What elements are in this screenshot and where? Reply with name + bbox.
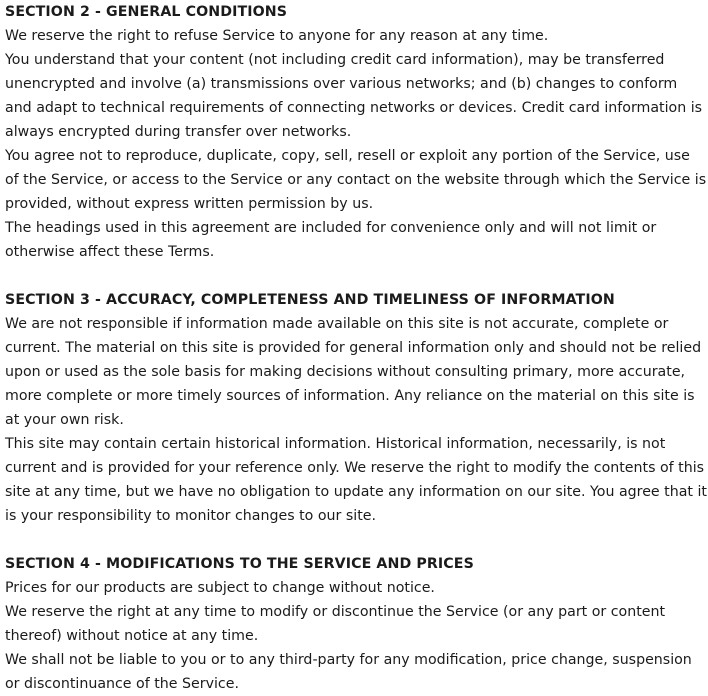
paragraph: You agree not to reproduce, duplicate, copy, sell, resell or exploit any portion of the Service, use of the Service, or access to the Service or any contact on the website through which the Service is provided, without express written permission by us. <box>5 148 707 212</box>
section-spacer <box>5 264 707 288</box>
terms-document <box>5 0 707 696</box>
paragraph: We shall not be liable to you or to any third-party for any modification, price change, suspension or discontinuance of the Service. <box>5 652 692 692</box>
section-3 <box>5 288 707 528</box>
paragraph: We reserve the right to refuse Service to anyone for any reason at any time. <box>5 28 549 44</box>
section-spacer <box>5 528 707 552</box>
paragraph: This site may contain certain historical information. Historical information, necessarily, is not current and is provided for your reference only. We reserve the right to modify the contents of this site at any time, but we have no obligation to update any information on our site. You agree that it is your responsibility to monitor changes to our site. <box>5 436 707 524</box>
paragraph: We reserve the right at any time to modify or discontinue the Service (or any part or content thereof) without notice at any time. <box>5 604 666 644</box>
section-heading: SECTION 3 - ACCURACY, COMPLETENESS AND TIMELINESS OF INFORMATION <box>5 292 615 308</box>
paragraph: The headings used in this agreement are included for convenience only and will not limit or otherwise affect these Terms. <box>5 220 657 260</box>
paragraph: We are not responsible if information made available on this site is not accurate, complete or current. The material on this site is provided for general information only and should not be relied upon or used as the sole basis for making decisions without consulting primary, more accurate, more complete or more timely sources of information. Any reliance on the material on this site is at your own risk. <box>5 316 702 428</box>
section-heading: SECTION 2 - GENERAL CONDITIONS <box>5 4 288 20</box>
section-2 <box>5 0 707 264</box>
section-heading: SECTION 4 - MODIFICATIONS TO THE SERVICE AND PRICES <box>5 556 474 572</box>
paragraph: Prices for our products are subject to change without notice. <box>5 580 435 596</box>
section-4 <box>5 552 707 696</box>
paragraph: You understand that your content (not including credit card information), may be transferred unencrypted and involve (a) transmissions over various networks; and (b) changes to conform and adapt to technical requirements of connecting networks or devices. Credit card information is always encrypted during transfer over networks. <box>5 52 703 140</box>
